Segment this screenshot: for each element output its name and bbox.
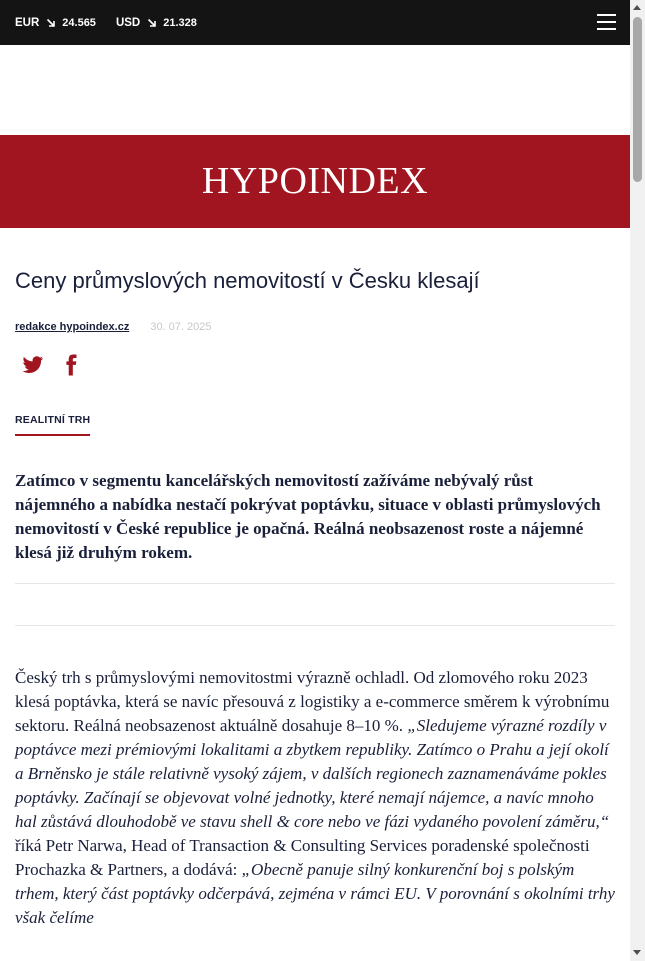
body-quote: „Obecně panuje silný konkurenční boj s polským trhem, který část poptávky odčerpává, zejména v rámci EU. V porovnání s okolními trhy však čelíme [15, 860, 615, 927]
site-logo[interactable]: HYPOINDEX [201, 159, 429, 202]
rate-value: 21.328 [163, 16, 197, 29]
article-title: Ceny průmyslových nemovitostí v Česku klesají [15, 268, 480, 293]
byline [15, 321, 212, 333]
rate-currency: USD [115, 16, 141, 29]
arrow-down-right-icon [46, 18, 56, 28]
publish-date: 30. 07. 2025 [150, 321, 212, 333]
category-tag[interactable]: REALITNÍ TRH [15, 414, 90, 436]
article-body [15, 666, 615, 930]
rate-currency: EUR [15, 16, 40, 29]
scrollbar[interactable] [630, 0, 645, 961]
arrow-down-right-icon [147, 18, 157, 28]
rate-eur[interactable] [15, 17, 96, 29]
divider [15, 583, 615, 584]
rate-value: 24.565 [62, 16, 96, 29]
article-perex: Zatímco v segmentu kancelářských nemovitostí zažíváme nebývalý růst nájemného a nabídka nestačí pokrývat poptávku, situace v oblasti průmyslových nemovitostí v České republice je opačná. Reálná neobsazenost roste a nájemné klesá již druhým rokem. [15, 471, 601, 562]
scroll-up-arrow-icon[interactable] [633, 5, 641, 10]
share-buttons [22, 354, 82, 376]
body-quote: „Sledujeme výrazné rozdíly v poptávce mezi prémiovými lokalitami a zbytkem republiky. Zatímco o Prahu a její okolí a Brněnsko je stále relativně vysoký zájem, v dalších regionech zaznamenáváme pokles poptávky. Začínají se objevovat volné jednotky, které nemají nájemce, a navíc mnoho hal zůstává dlouhodobě ve stavu shell & core nebo ve fázi vydaného povolení záměru,“ [15, 716, 610, 831]
body-text-part: Český trh s průmyslovými nemovitostmi výrazně ochladl. Od zlomového roku 2023 klesá poptávka, která se navíc přesouvá z logistiky a e-commerce směrem k výrobnímu sektoru. Reálná neobsazenost aktuálně dosahuje 8–10 %. [15, 668, 610, 735]
twitter-icon[interactable] [22, 354, 44, 376]
scrollbar-thumb[interactable] [633, 17, 642, 182]
hamburger-icon[interactable] [597, 14, 616, 30]
brand-header [0, 135, 630, 228]
scroll-down-arrow-icon[interactable] [633, 950, 641, 955]
exchange-rate-bar [0, 0, 630, 45]
body-text-part: říká Petr Narwa, Head of Transaction & Consulting Services poradenské společnosti Prochazka & Partners, a dodává: [15, 836, 590, 879]
facebook-icon[interactable] [60, 354, 82, 376]
ad-space [0, 45, 630, 135]
rate-usd[interactable] [116, 17, 197, 29]
author-link[interactable]: redakce hypoindex.cz [15, 321, 130, 333]
divider [15, 625, 615, 626]
